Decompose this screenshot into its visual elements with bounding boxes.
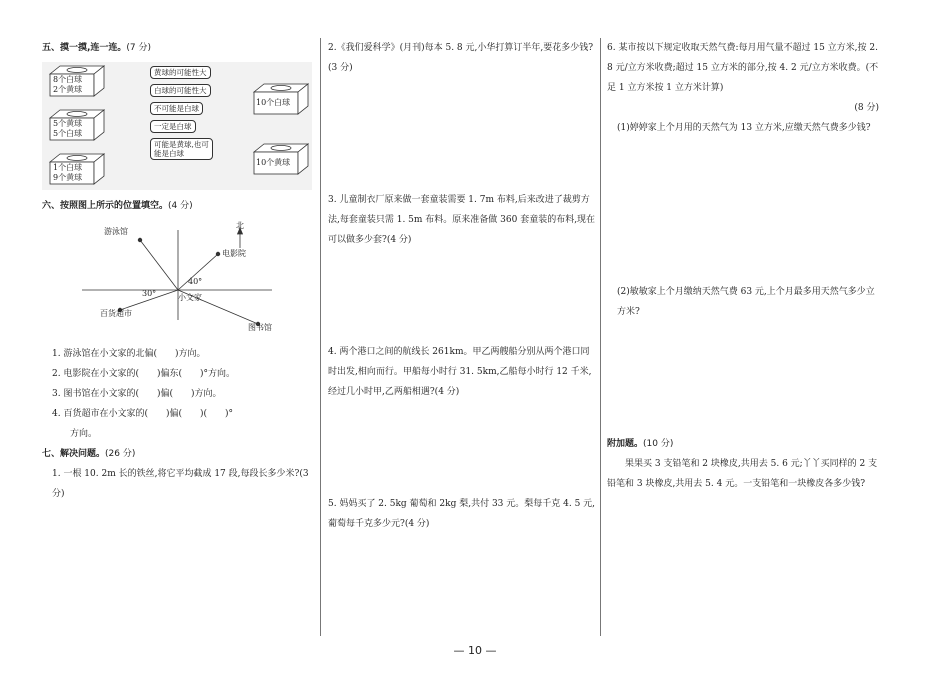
section-5-heading: 五、摸一摸,连一连。(7 分) [42, 43, 152, 53]
angle-30-label: 30° [142, 289, 157, 298]
q7-1: 1. 一根 10. 2m 长的铁丝,将它平均截成 17 段,每段长多少米?(3 分) [52, 469, 309, 499]
pool-label: 游泳馆 [104, 227, 128, 236]
column-left [42, 38, 314, 504]
bonus-block [607, 434, 879, 494]
box-label-2: 5个黄球 5个白球 [53, 119, 83, 138]
q6-item-3: 3. 图书馆在小文家的( )偏( )方向。 [52, 389, 222, 399]
question-3: 3. 儿童制衣厂原来做一套童装需要 1. 7m 布料,后来改进了裁剪方法,每套童装只需 1. 5m 布料。原来准备做 360 套童装的布料,现在可以做多少套?(4 分) [328, 195, 596, 245]
position-map [42, 220, 312, 340]
north-label: 北 [236, 221, 244, 230]
question-6-part-1: (1)婷婷家上个月用的天然气为 13 立方米,应缴天然气费多少钱? [617, 123, 871, 133]
page-number: — 10 — [453, 644, 497, 657]
section-7-heading: 七、解决问题。(26 分) [42, 449, 136, 459]
section-6-heading: 六、按照图上所示的位置填空。(4 分) [42, 201, 193, 211]
option-pill-1: 黄球的可能性大 [150, 66, 211, 79]
question-6-part-2: (2)敏敏家上个月缴纳天然气费 63 元,上个月最多用天然气多少立方米? [617, 287, 875, 317]
question-2: 2.《我们爱科学》(月刊)每本 5. 8 元,小华打算订半年,要花多少钱?(3 分) [328, 43, 594, 73]
box-label-yellow: 10个黄球 [256, 158, 291, 167]
column-divider-1 [320, 38, 321, 636]
question-5: 5. 妈妈买了 2. 5kg 葡萄和 2kg 梨,共付 33 元。梨每千克 4. 5 元,葡萄每千克多少元?(4 分) [328, 499, 596, 529]
box-label-1: 8个白球 2个黄球 [53, 75, 83, 94]
column-divider-2 [600, 38, 601, 636]
q6-item-4: 4. 百货超市在小文家的( )偏( )( )° [52, 409, 234, 419]
option-pill-5: 可能是黄球,也可 能是白球 [150, 138, 213, 160]
option-pill-3: 不可能是白球 [150, 102, 203, 115]
cinema-label: 电影院 [222, 249, 246, 258]
q6-item-1: 1. 游泳馆在小文家的北偏( )方向。 [52, 349, 206, 359]
market-label: 百货超市 [100, 309, 132, 318]
question-6: 6. 某市按以下规定收取天然气费:每月用气量不超过 15 立方米,按 2. 8 元/立方米收费;超过 15 立方米的部分,按 4. 2 元/立方米收费。(不足 1 立方米按 1 立方米计算) [607, 43, 879, 93]
box-label-3: 1个白球 9个黄球 [53, 163, 83, 182]
q6-item-2: 2. 电影院在小文家的( )偏东( )°方向。 [52, 369, 235, 379]
question-6-block [607, 38, 879, 138]
bonus-question: 果果买 3 支铅笔和 2 块橡皮,共用去 5. 6 元;丫丫买同样的 2 支铅笔和 3 块橡皮,共用去 5. 4 元。一支铅笔和一块橡皮各多少钱? [607, 459, 878, 489]
q6-item-4-tail: 方向。 [70, 429, 98, 439]
bonus-heading: 附加题。(10 分) [607, 439, 674, 449]
library-label: 图书馆 [248, 323, 272, 332]
box-label-white: 10个白球 [256, 98, 291, 107]
angle-40-label: 40° [188, 277, 203, 286]
matching-diagram [42, 62, 312, 190]
question-4: 4. 两个港口之间的航线长 261km。甲乙两艘船分别从两个港口同时出发,相向而行。甲船每小时行 31. 5km,乙船每小时行 12 千米,经过几小时甲,乙两船相遇?(4 分) [328, 347, 592, 397]
option-pill-4: 一定是白球 [150, 120, 196, 133]
question-6-points: (8 分) [854, 103, 879, 113]
home-label: 小文家 [178, 293, 202, 302]
option-pill-2: 白球的可能性大 [150, 84, 211, 97]
